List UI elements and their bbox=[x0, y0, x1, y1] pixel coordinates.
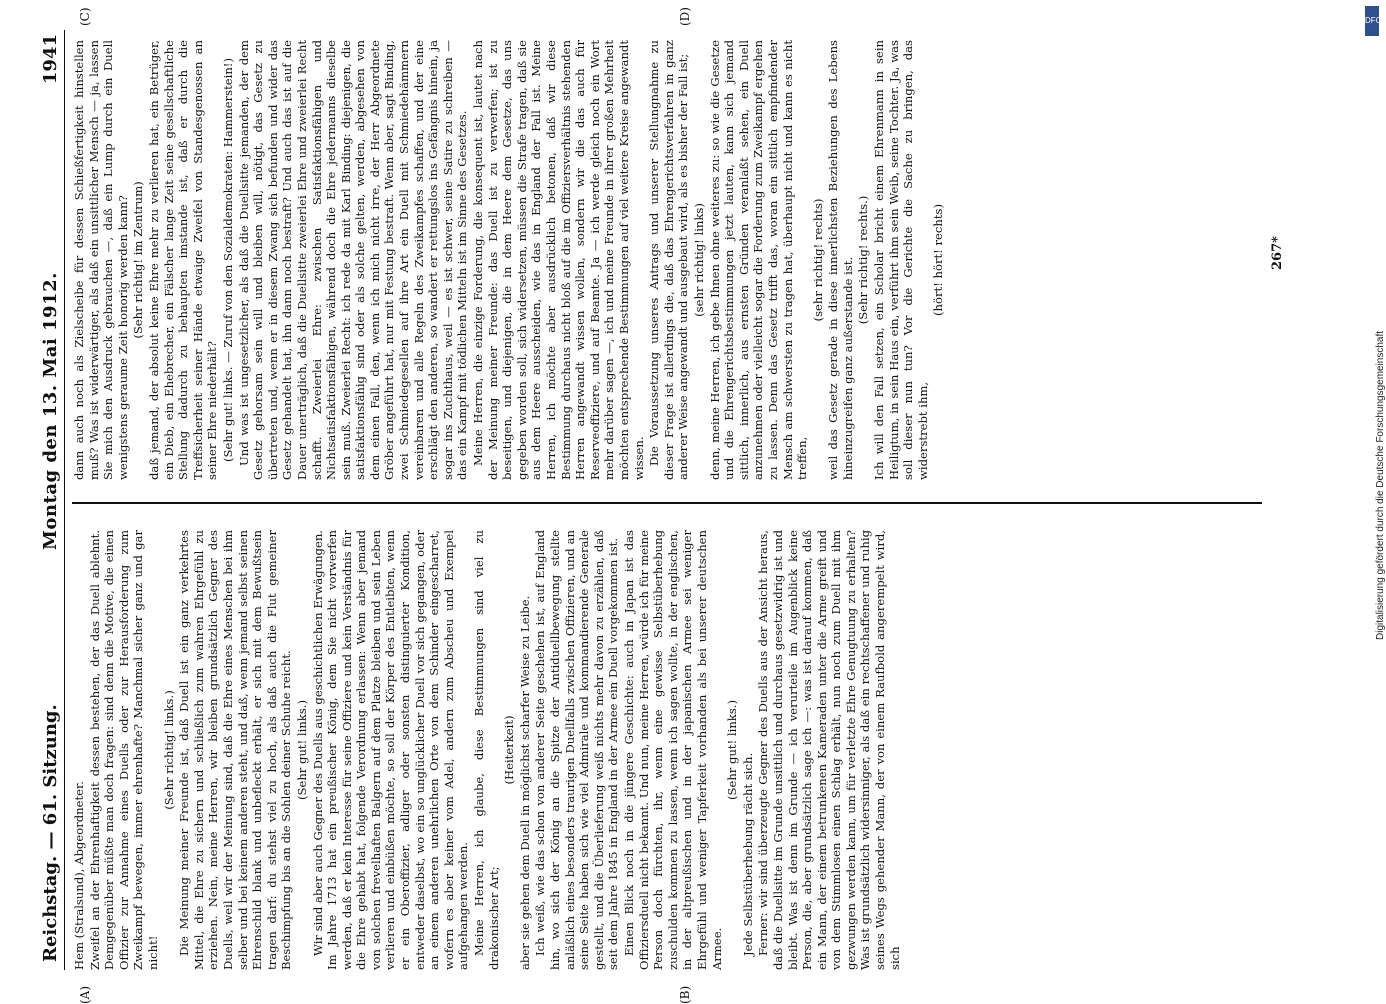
paragraph: Jede Selbstüberhebung rächt sich. bbox=[740, 752, 755, 956]
paragraph: weil das Gesetz gerade in diese innerlichsten Beziehungen des Lebens hineinzugreifen ganz außerstande ist. bbox=[826, 40, 855, 480]
paragraph: daß jemand, der absolut keine Ehre mehr zu verlieren hat, ein Betrüger, ein Dieb, ein Ehebrecher, ein Fälscher lange Zeit seine gesellschaftliche Stellung dadurch zu behaupten imstande ist, daß er durch die Treffsicherheit seiner Hände etwaige Zweifel von Standesgenossen an seiner Ehre niederhält? bbox=[146, 40, 220, 480]
rotated-page-content bbox=[38, 7, 1298, 1004]
interjection: (hört! hört! rechts) bbox=[931, 204, 946, 317]
interjection: (Heiterkeit) bbox=[502, 715, 517, 785]
paragraph: Meine Herren, die einzige Forderung, die konsequent ist, lautet nach der Meinung meiner Freunde: das Duell ist zu verwerfen; ist zu beseitigen, und diejenigen, die in dem Heere dem Gesetze, das uns gegeben worden soll, sich widersetzen, müssen die Strafe tragen, daß sie aus dem Heere ausscheiden, wie das in England der Fall ist. Meine Herren, ich möchte aber ausdrücklich betonen, daß wir diese Bestimmung durchaus nicht bloß auf die im Offiziersverhältnis stehenden Herren angewandt wissen wollen, sondern wir die das auch für Reserveoffiziere, und auf Beamte. Ja — ich werde gleich noch ein Wort mehr darüber sagen —, ich und meine Freunde in ihrer großen Mehrheit möchten entsprechende Bestimmungen auf viel weitere Kreise angewandt wissen. bbox=[471, 40, 646, 480]
interjection: (Sehr gut! links.) bbox=[725, 700, 740, 800]
interjection: (sehr richtig! links) bbox=[691, 203, 706, 317]
paragraph: denn, meine Herren, ich gebe Ihnen ohne weiteres zu: so wie die Gesetze und die Ehrengerichtsbestimmungen jetzt lauten, kann sich jemand sittlich, innerlich, aus ernsten Gründen veranlaßt sehen, ein Duell anzunehmen oder vielleicht sogar die Forderung zum Zweikampf ergehen zu lassen. Denn das Gesetz trifft das, woran ein sittlich empfindender Mensch am schwersten zu tragen hat, überhaupt nicht und kann es nicht treffen, bbox=[707, 40, 810, 480]
interjection: (Sehr gut! links.) bbox=[294, 700, 309, 800]
paragraph: Hem (Stralsund), Abgeordneter. bbox=[72, 781, 86, 970]
paragraph: Ich will den Fall setzen, ein Scholar bricht einem Ehrenmann in sein Heiligtum, in sein Haus ein, verführt ihm sein Weib, seine Tochter. Ja, was soll dieser nun tun? Vor die Gerichte die Sache zu bringen, das widerstrebt ihm, bbox=[872, 40, 930, 480]
paragraph: Zweifel an der Ehrenhaftigkeit dessen bestehen, der das Duell ablehnt. Demgegenüber müßte man doch fragen: sind denn die Motive, die einen Offizier zur Annahme eines Duells oder zur Herausforderung zum Zweikampf bewegen, immer ehrenhafte? Manchmal sicher ganz und gar nicht! bbox=[87, 530, 160, 970]
column-divider bbox=[72, 503, 1262, 505]
paragraph: Einen Blick noch in die jüngere Geschichte: auch in Japan ist das Offiziersduell nicht bekannt. Und nun, meine Herren, würde ich für meine Person doch fürchten, ihr, wenn eine gewisse Selbstüberhebung zuschulden kommen zu lassen, wenn ich sagen wollte, in der englischen, in der altpreußischen und in der japanischen Armee sei weniger Ehrgefühl und weniger Tapferkeit vorhanden als bei unserer deutschen Armee. bbox=[621, 530, 724, 970]
paragraph: aber sie gehen dem Duell in möglichst scharfer Weise zu Leibe. bbox=[517, 595, 532, 970]
paragraph: Die Voraussetzung unseres Antrags und unserer Stellungnahme zu dieser Frage ist allerdings die, daß das Ehrengerichtsverfahren in ganz anderer Weise angewandt und ausgebaut wird, als es bisher der Fall ist; bbox=[647, 40, 691, 480]
page-reference: 267* bbox=[1270, 236, 1285, 270]
margin-marker-d: (D) bbox=[678, 7, 692, 26]
digitization-note bbox=[1363, 40, 1386, 640]
paragraph: dann auch noch als Zielscheibe für dessen Schießfertigkeit hinstellen muß? Was ist widerwärtiger, als daß ein unsittlicher Mensch — ja, lassen Sie mich den Ausdruck gebrauchen —, daß ein Lump durch ein Duell wenigstens geraume Zeit honorig werden kann? bbox=[72, 40, 130, 480]
left-column bbox=[72, 530, 903, 970]
header-left: Reichstag. — 61. Sitzung. bbox=[40, 704, 61, 962]
paragraph: Die Meinung meiner Freunde ist, daß Duell ist ein ganz verkehrtes Mittel, die Ehre zu sichern und schließlich zum wahren Ehrgefühl zu erziehen. Nein, meine Herren, wir bleiben grundsätzlich Gegner des Duells, weil wir der Meinung sind, daß die Ehre eines Menschen bei ihm selber und bei keinem anderen steht, und daß, wenn jemand selbst seinen Ehrenschild blank und unbefleckt erhält, er sich mit dem Bewußtsein tragen darf: du stehst viel zu hoch, als daß auch die Flut gemeiner Beschimpfung bis an die Sohlen deiner Schuhe reicht. bbox=[177, 530, 294, 970]
paragraph: Wir sind aber auch Gegner des Duells aus geschichtlichen Erwägungen. Im Jahre 1713 hat ein preußischer König, dem Sie nicht vorwerfen werden, daß er kein Interesse für seine Offiziere und kein Verständnis für die Ehre gehabt hat, folgende Verordnung erlassen: Wenn aber jemand von solchen frevelhaften Balgern auf dem Platze bleiben und sein Leben verlieren und einbüßen möchte, so soll der Körper des Entleibten, wenn er ein Oberoffizier, adliger oder sonsten distinguierter Kondition, entweder daselbst, wo ein so unglücklicher Duell vor sich gegangen, oder an einem anderen unehrlichen Orte von dem Schinder eingescharret, wofern es aber keiner vom Adel, andern zum Abscheu und Exempel aufgehangen werden. bbox=[310, 530, 471, 970]
page-header bbox=[38, 30, 65, 970]
header-date: Montag den 13. Mai 1912. bbox=[40, 272, 61, 550]
interjection: (Sehr richtig! im Zentrum) bbox=[131, 181, 146, 339]
interjection: (Sehr gut! links. — Zuruf von den Sozialdemokraten: Hammerstein!) bbox=[220, 58, 235, 462]
paragraph: Ferner: wir sind überzeugte Gegner des Duells aus der Ansicht heraus, daß die Duellsitte im Grunde unsittlich und durchaus gesetzwidrig ist und bleibt. Was ist denn im Grunde — ich verurteile im Augenblick keine Person, die, aber grundsätzlich sage ich —: was ist darauf kommen, daß ein Mann, der einem betrunkenen Kameraden unter die Arme greift und von dem Stimmlosen einen Schlag erhält, nun noch zum Duell mit ihm gezwungen werden kann, um für verletzte Ehre Genugtuung zu erhalten? Was ist grundsätzlich widersinniger, als daß ein rechtschaffener und ruhig seines Wegs gehender Mann, der von einem Raufbold angerempelt wird, sich bbox=[756, 530, 902, 970]
dfg-logo-text: DFG bbox=[1365, 16, 1382, 25]
margin-marker-c: (C) bbox=[78, 7, 92, 26]
header-page-number: 1941 bbox=[40, 34, 61, 85]
dfg-logo bbox=[1365, 6, 1382, 36]
interjection: (Sehr richtig! rechts.) bbox=[856, 195, 871, 325]
paragraph: Und was ist ungesetzlicher, als daß die Duellsitte jemanden, der dem Gesetz gehorsam sein will und bleiben will, nötigt, das Gesetz zu übertreten und, wenn er in diesem Zwang sich befunden und wider das Gesetz gehandelt hat, ihn dann noch bestraft? Und auch das ist auf die Dauer unerträglich, daß die Duellsitte zweierlei Ehre und zweierlei Recht schafft. Zweierlei Ehre: zwischen Satisfaktionsfähigen und Nichtsatisfaktionsfähigen, während doch die Ehre jedermanns dieselbe sein muß. Zweierlei Recht: ich rede da mit Karl Binding: diejenigen, die satisfaktionsfähig sind oder als solche gelten, werden, abgesehen von dem einen Fall, den, wenn ich mich nicht irre, der Herr Abgeordnete Gröber angeführt hat, nur mit Festung bestraft. Wenn aber, sagt Binding, zwei Schmiedegesellen auf ihre Art ein Duell mit Schmiedehämmern vereinbaren und alle Regeln des Zweikampfes schaffen, und der eine erschlägt den anderen, so wandert er rettungslos ins Gefängnis hinein, ja sogar ins Zuchthaus, weil — es ist schwer, seine Satire zu schreiben — das ein Kampf mit tödlichen Mitteln ist im Sinne des Gesetzes. bbox=[236, 40, 470, 480]
interjection: (Sehr richtig! links.) bbox=[161, 690, 176, 810]
margin-marker-a: (A) bbox=[78, 985, 92, 1004]
paragraph: Meine Herren, ich glaube, diese Bestimmungen sind viel zu drakonischer Art; bbox=[472, 530, 501, 970]
paragraph: Ich weiß, wie das schon von anderer Seite geschehen ist, auf England hin, wo sich der König an die Spitze der Antiduellbewegung stellte anläßlich eines besonders traurigen Duellfalls zwischen Offizieren, und an seine Seite haben sich wie viel Admirale und kommandierende Generale gestellt, und die Überlieferung weiß nichts mehr davon zu erzählen, daß seit dem Jahre 1845 in England in der Armee ein Duell vorgekommen ist. bbox=[533, 530, 621, 970]
digitization-note-text: Digitalisierung gefördert durch die Deutsche Forschungsgemeinschaft bbox=[1375, 330, 1386, 640]
right-column bbox=[72, 40, 947, 480]
margin-marker-b: (B) bbox=[678, 985, 692, 1004]
interjection: (sehr richtig! rechts) bbox=[810, 198, 825, 322]
